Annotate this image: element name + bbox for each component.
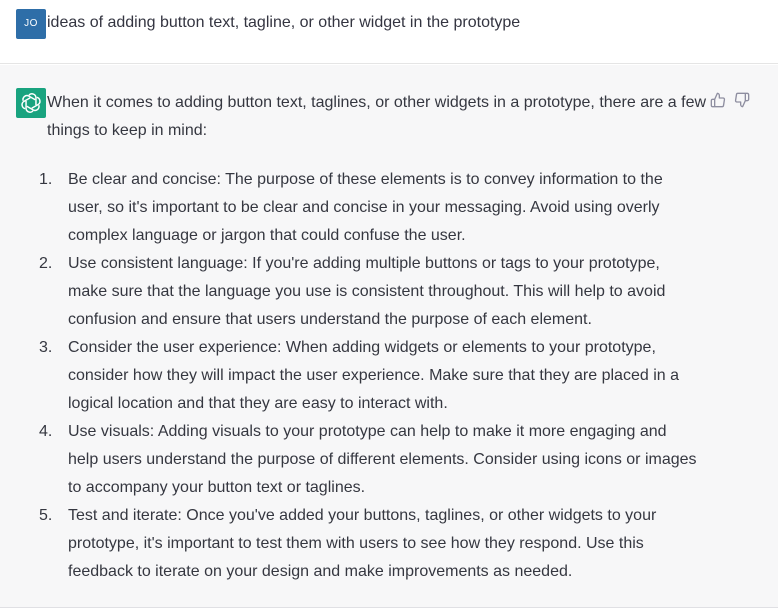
list-item (39, 418, 699, 502)
openai-logo-icon (16, 88, 46, 118)
thumbs-up-icon[interactable] (709, 91, 727, 109)
list-item-number: 4. (39, 423, 53, 440)
list-item-text: Use visuals: Adding visuals to your prototype can help to make it more engaging and help users understand the purpose of different elements. Consider using icons or images to accompany your button text or taglines. (68, 423, 697, 496)
list-item-number: 1. (39, 171, 53, 188)
list-item (39, 250, 699, 334)
assistant-points-list (39, 166, 699, 586)
list-item-text: Test and iterate: Once you've added your buttons, taglines, or other widgets to your prototype, it's important to test them with users to see how they respond. Use this feedback to iterate on your design and make improvements as needed. (68, 507, 657, 580)
list-item-text: Use consistent language: If you're adding multiple buttons or tags to your prototype, make sure that the language you use is consistent throughout. This will help to avoid confusion and ensure that users understand the purpose of each element. (68, 255, 666, 328)
thumbs-down-icon[interactable] (733, 91, 751, 109)
list-item-number: 2. (39, 255, 53, 272)
assistant-intro-text: When it comes to adding button text, taglines, or other widgets in a prototype, there are a few things to keep in mind: (47, 94, 707, 139)
divider (0, 607, 778, 608)
list-item-text: Consider the user experience: When adding widgets or elements to your prototype, consider how they will impact the user experience. Make sure that they are placed in a logical location and that they are easy to interact with. (68, 339, 679, 412)
user-message-text: ideas of adding button text, tagline, or other widget in the prototype (47, 14, 521, 31)
list-item (39, 502, 699, 586)
assistant-message-row (0, 65, 778, 607)
list-item-number: 3. (39, 339, 53, 356)
list-item-number: 5. (39, 507, 53, 524)
feedback-buttons (709, 91, 751, 109)
list-item-text: Be clear and concise: The purpose of these elements is to convey information to the user, so it's important to be clear and concise in your messaging. Avoid using overly complex language or jargon that could confuse the user. (68, 171, 663, 244)
list-item (39, 166, 699, 250)
list-item (39, 334, 699, 418)
user-avatar: JO (16, 9, 46, 39)
user-message-row (0, 0, 778, 64)
